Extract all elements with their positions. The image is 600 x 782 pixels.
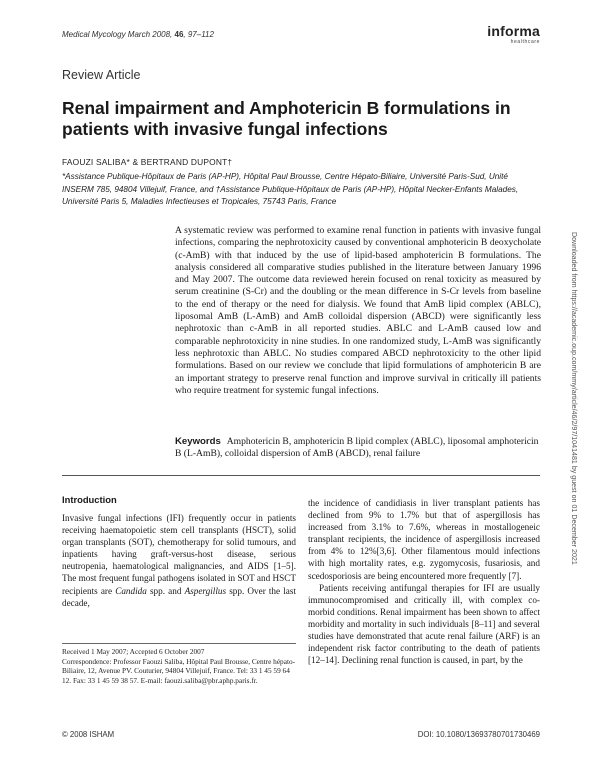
article-title: Renal impairment and Amphotericin B formulations in patients with invasive fungal infections — [62, 98, 511, 139]
volume-number: 46 — [174, 30, 184, 39]
running-head — [62, 30, 214, 39]
doi: DOI: 10.1080/13693780701730469 — [417, 730, 540, 739]
received-dates: Received 1 May 2007; Accepted 6 October 2007 — [62, 647, 205, 656]
article-type: Review Article — [62, 68, 141, 82]
download-watermark: Downloaded from https://academic.oup.com/mmy/article/46/2/97/1041481 by guest on 01 December 2021 — [570, 232, 578, 565]
keywords-text: Amphotericin B, amphotericin B lipid complex (ABLC), liposomal amphotericin B (L-AmB), colloidal dispersion of AmB (ABCD), renal failure — [175, 436, 539, 460]
intro-text-segment: Invasive fungal infections (IFI) frequently occur in patients receiving haematopoietic stem cell transplants (HSCT), solid organ transplants (SOT), chemotherapy for solid tumours, and inpatients having graft-versus-host disease, serious neutropenia, haematological malignancies, and AIDS [1–5]. The most frequent fungal pathogens isolated in SOT and HSCT recipients are — [62, 513, 296, 596]
affiliations: *Assistance Publique-Hôpitaux de Paris (AP-HP), Hôpital Paul Brousse, Centre Hépato-Biliaire, Université Paris-Sud, Unité INSERM 785, 94804 Villejuif, France, and †Assistance Publique-Hôpitaux de Paris (AP-HP), Hôpital Necker-Enfants Malades, Université Paris 5, Maladies Infectieuses et Tropicales, 75743 Paris, France — [62, 172, 519, 206]
copyright: © 2008 ISHAM — [62, 730, 115, 739]
intro-right-column — [308, 497, 540, 666]
intro-paragraph: Patients receiving antifungal therapies for IFI are usually immunocompromised and critically ill, with complex co-morbid conditions. Renal impairment has been shown to affect morbidity and mortality in such individuals [8–11] and several studies have demonstrated that acute renal failure (ARF) is an independent risk factor contributing to the death of patients [12–14]. Declining renal function is caused, in part, by the — [308, 582, 540, 666]
publisher-logo — [487, 24, 540, 45]
correspondence: Correspondence: Professor Faouzi Saliba, Hôpital Paul Brousse, Centre hépato-Biliaire, 12, Avenue PV. Couturier, 94804 Villejuif, France. Tel: 33 1 45 59 64 12. Fax: 33 1 45 59 38 57. E-mail: faouzi.saliba@pbr.aphp.paris.fr. — [62, 656, 296, 686]
intro-text-segment: spp. Over the last decade, — [62, 585, 296, 608]
intro-left-column — [62, 512, 296, 609]
abstract: A systematic review was performed to examine renal function in patients with invasive fungal infections, comparing the nephrotoxicity caused by conventional amphotericin B deoxycholate (c-AmB) with that induced by the use of lipid-based amphotericin B formulations. The analysis considered all comparative studies published in the literature between January 1996 and May 2007. The outcome data reviewed herein focused on renal toxicity as measured by serum creatinine (S-Cr) and the doubling or the mean difference in S-Cr levels from baseline to the end of therapy or the need for dialysis. We found that AmB lipid complex (ABLC), liposomal AmB (L-AmB) and AmB colloidal dispersion (ABCD) were significantly less nephrotoxic than c-AmB in all reported studies. ABLC and L-AmB caused low and comparable nephrotoxicity in nine studies. In one randomized study, L-AmB was significantly less nephrotoxic than ABLC. No studies compared ABCD nephrotoxicity to the other lipid formulations. Based on our review we conclude that lipid formulations of amphotericin B are an important strategy to preserve renal function and improve survival in critically ill patients who require treatment for systemic fungal infections. — [175, 225, 541, 396]
logo-subtitle: healthcare — [510, 39, 540, 45]
running-head-prefix: Medical Mycology March 2008, — [62, 30, 175, 39]
footnote — [62, 647, 296, 686]
author-list: FAOUZI SALIBA* & BERTRAND DUPONT† — [62, 157, 233, 167]
genus-aspergillus: Aspergillus — [184, 585, 227, 596]
intro-paragraph: the incidence of candidiasis in liver transplant patients has declined from 9% to 1.7% but that of aspergillosis has increased from 3.1% to 7.6%, whereas in mostallogeneic transplant recipients, the incidence of aspergillosis increased from 4% to 12%[3,6]. Other filamentous mould infections with high mortality rates, e.g. zygomycosis, fusariosis, and scedosporiosis are being encountered more frequently [7]. — [308, 498, 540, 581]
section-divider — [62, 475, 540, 476]
keywords — [175, 436, 541, 461]
introduction-heading: Introduction — [62, 494, 117, 505]
logo-wordmark: informa — [487, 23, 540, 39]
footnote-divider — [62, 643, 296, 644]
genus-candida: Candida — [115, 585, 147, 596]
intro-text-segment: spp. and — [146, 585, 185, 596]
running-head-pages: , 97–112 — [183, 30, 214, 39]
keywords-label: Keywords — [175, 436, 221, 447]
